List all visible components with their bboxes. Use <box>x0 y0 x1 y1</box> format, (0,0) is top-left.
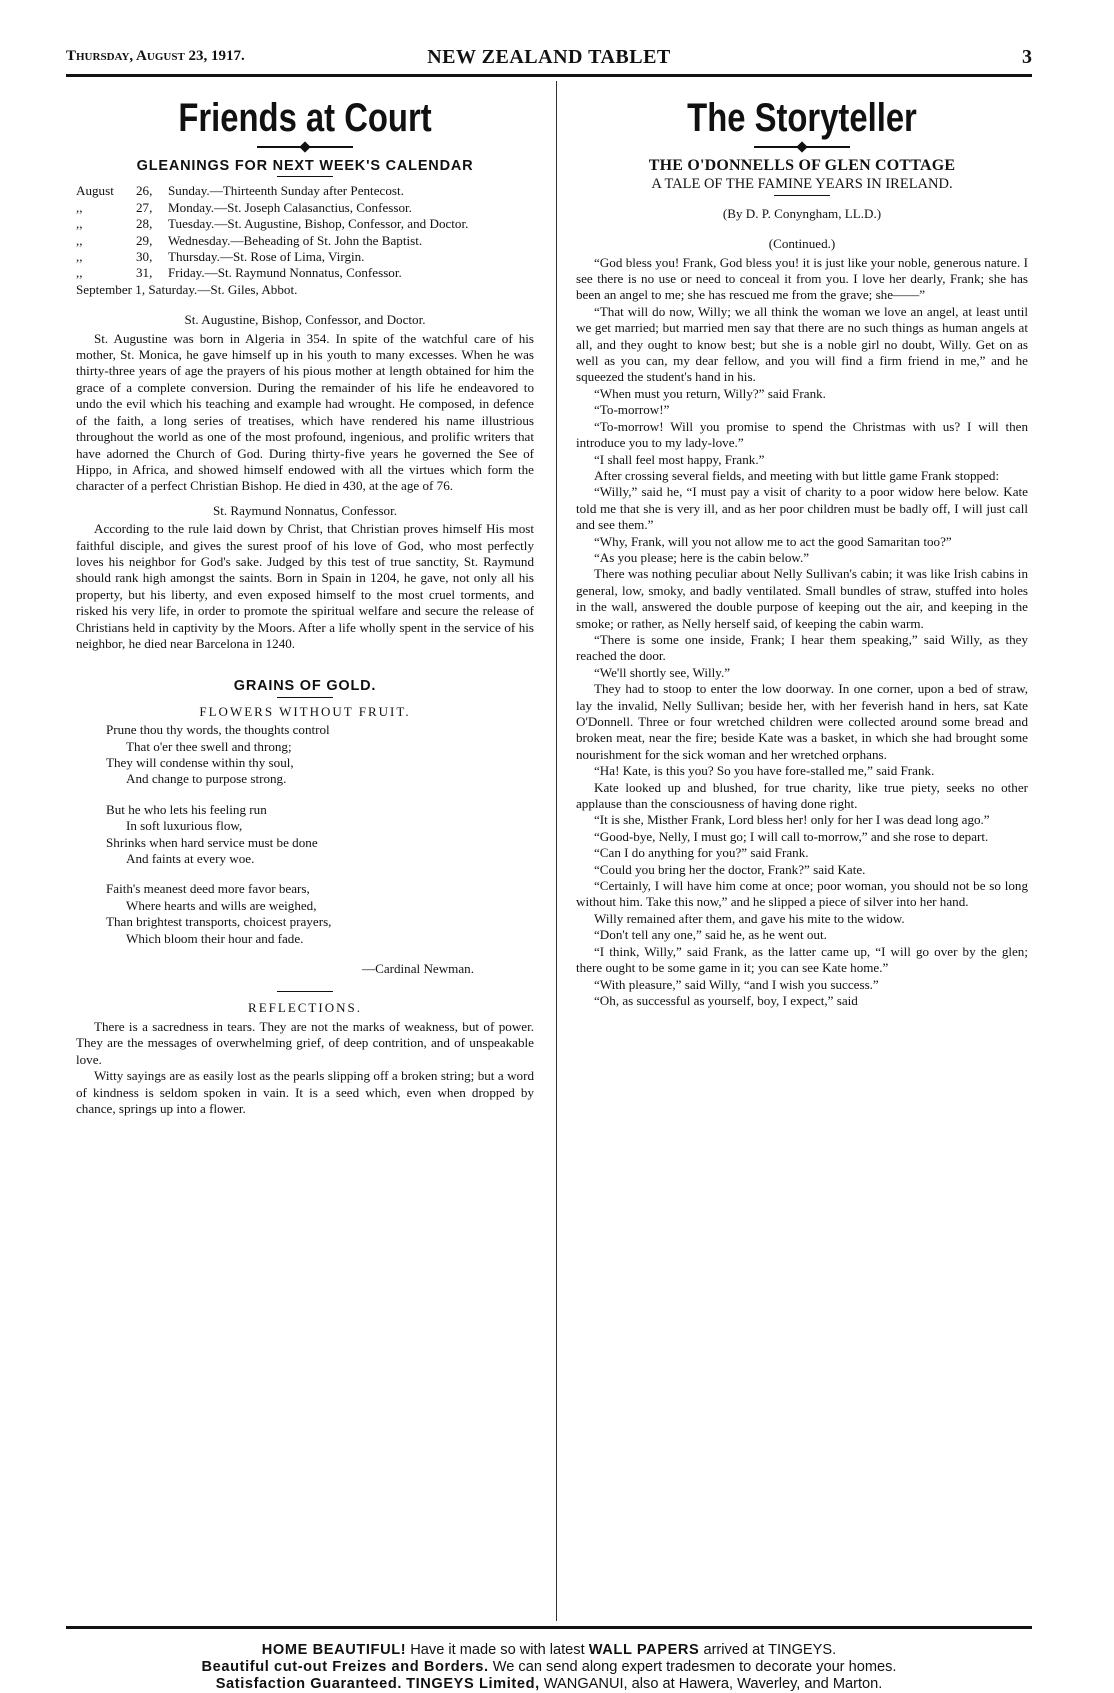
calendar-day: 26, <box>136 183 153 199</box>
story-paragraph: “Could you bring her the doctor, Frank?” said Kate. <box>594 861 866 877</box>
poem-line: And faints at every woe. <box>126 851 255 867</box>
story-paragraph: “That will do now, Willy; we all think the woman we love an angel, at least until we get married; but married men say that there are no such things as human angels at all, and they ought to know best; but she is a noble girl no doubt, Willy. Get on as well as you can, my dear fellow, and you will find a firm friend in me,” and he squeezed the student's hand in his. <box>576 303 1028 385</box>
grains-heading: GRAINS OF GOLD. <box>233 678 377 695</box>
calendar-entry <box>76 183 534 199</box>
poem-line: Shrinks when hard service must be done <box>106 834 318 850</box>
poem-line: Faith's meanest deed more favor bears, <box>106 881 310 897</box>
poem-line: Which bloom their hour and fade. <box>126 930 304 946</box>
poem-line: That o'er thee swell and throng; <box>126 738 292 754</box>
story-paragraph: “I shall feel most happy, Frank.” <box>594 451 765 467</box>
poem-line: Prune thou thy words, the thoughts control <box>106 722 330 738</box>
calendar-day: 29, <box>136 232 153 248</box>
calendar-day: 27, <box>136 199 153 215</box>
raymund-heading: St. Raymund Nonnatus, Confessor. <box>212 502 398 518</box>
ad-text: Have it made so with latest <box>410 1642 585 1658</box>
augustine-text: St. Augustine was born in Algeria in 354. In spite of the watchful care of his mother, St. Monica, he gave himself up in his youth to many excesses. When he was thirty-three years of age the prayers of his pious mother at length obtained for him the grace of a complete conversion. During the remainder of his life he endeavored to undo the evil which his teaching and example had wrought. He composed, in defence of the faith, a long series of treatises, which have rendered his name illustrious throughout the world as one of the most profound, ingenious, and prolific writers that have adorned the Church of God. During thirty-five years he governed the See of Hippo, in Africa, and showed himself endowed with all the virtues which form the character of a perfect Christian Bishop. He died in 430, at the age of 76. <box>76 330 534 494</box>
story-paragraph: “When must you return, Willy?” said Frank. <box>594 385 826 401</box>
left-column <box>76 96 534 1117</box>
calendar-text: Friday.—St. Raymund Nonnatus, Confessor. <box>168 265 402 281</box>
page-number: 3 <box>1022 46 1032 68</box>
short-rule <box>277 991 333 992</box>
story-paragraph: “To-morrow!” <box>594 402 670 418</box>
poem-stanza <box>106 802 534 868</box>
calendar-text: Tuesday.—St. Augustine, Bishop, Confessor, and Doctor. <box>168 216 469 232</box>
story-paragraph: “Good-bye, Nelly, I must go; I will call to-morrow,” and she rose to depart. <box>594 828 989 844</box>
section-title-storyteller: The Storyteller <box>687 96 917 140</box>
calendar-entry <box>76 216 534 232</box>
poem-line: And change to purpose strong. <box>126 771 287 787</box>
short-rule <box>774 195 830 196</box>
story-paragraph: “Oh, as successful as yourself, boy, I expect,” said <box>594 992 858 1008</box>
calendar-entry <box>76 233 534 249</box>
story-paragraph: “There is some one inside, Frank; I hear them speaking,” said Willy, as they reached the door. <box>576 631 1028 664</box>
calendar-month: ,, <box>76 232 83 248</box>
poem <box>76 722 534 947</box>
ad-wallpapers: WALL PAPERS <box>588 1642 700 1658</box>
section-title-friends-at-court: Friends at Court <box>178 96 432 140</box>
story-paragraph: “With pleasure,” said Willy, “and I wish you success.” <box>594 976 879 992</box>
advertisement <box>66 1642 1032 1693</box>
ad-text: We can send along expert tradesmen to decorate your homes. <box>492 1659 897 1675</box>
story-paragraph: Kate looked up and blushed, for true charity, like true piety, seeks no other applause than the consciousness of having done right. <box>576 779 1028 812</box>
story-body <box>576 255 1028 1010</box>
calendar-month: ,, <box>76 249 83 265</box>
ornament-divider <box>257 146 353 148</box>
ad-text: WANGANUI, also at Hawera, Waverley, and Marton. <box>543 1676 883 1692</box>
masthead-title: NEW ZEALAND TABLET <box>427 46 671 68</box>
calendar-entry <box>76 265 534 281</box>
reflection-paragraph: Witty sayings are as easily lost as the pearls slipping off a broken string; but a word of kindness is seldom spoken in vain. It is a seed which, even when dropped by chance, springs up into a flower. <box>76 1068 534 1116</box>
short-rule <box>277 176 333 177</box>
calendar-text: Wednesday.—Beheading of St. John the Baptist. <box>168 232 423 248</box>
story-paragraph: “Willy,” said he, “I must pay a visit of charity to a poor widow here below. Kate told me that she is very ill, and as her poor children must be badly off, I will just call and see them.” <box>576 484 1028 533</box>
ad-line-1 <box>66 1642 1032 1659</box>
calendar-list <box>76 183 534 281</box>
calendar-month: August <box>76 183 114 199</box>
story-paragraph: “Why, Frank, will you not allow me to act the good Samaritan too?” <box>594 533 952 549</box>
ad-text-bold: Beautiful cut-out Freizes and Borders. <box>201 1659 489 1675</box>
ad-line-2 <box>66 1659 1032 1676</box>
ad-headline: HOME BEAUTIFUL! <box>261 1642 407 1658</box>
calendar-text: Monday.—St. Joseph Calasanctius, Confessor. <box>168 199 412 215</box>
story-paragraph: “Can I do anything for you?” said Frank. <box>594 845 809 861</box>
short-rule <box>277 697 333 698</box>
calendar-day: 28, <box>136 216 153 232</box>
right-column <box>576 96 1028 1009</box>
story-paragraph: “God bless you! Frank, God bless you! it is just like your noble, generous nature. I see there is no use or need to conceal it from you. I love her dearly, Frank; she has been an angel to me; she has rescued me from the grave; she——” <box>576 254 1028 303</box>
ad-company: TINGEYS Limited, <box>406 1676 540 1692</box>
calendar-day: 30, <box>136 249 153 265</box>
story-paragraph: Willy remained after them, and gave his mite to the widow. <box>594 910 905 926</box>
story-paragraph: “Ha! Kate, is this you? So you have fore-stalled me,” said Frank. <box>594 763 935 779</box>
poem-line: In soft luxurious flow, <box>126 818 243 834</box>
story-paragraph: “To-morrow! Will you promise to spend the Christmas with us? I will then introduce you to my lady-love.” <box>576 418 1028 451</box>
calendar-day: 31, <box>136 265 153 281</box>
poem-stanza <box>106 722 534 788</box>
story-paragraph: “It is she, Misther Frank, Lord bless her! only for her I was dead long ago.” <box>594 812 990 828</box>
reflection-paragraph: There is a sacredness in tears. They are not the marks of weakness, but of power. They are the messages of overwhelming grief, of deep contrition, and of unspeakable love. <box>76 1018 534 1067</box>
poem-line: But he who lets his feeling run <box>106 801 267 817</box>
header-rule <box>66 74 1032 77</box>
calendar-last-entry: September 1, Saturday.—St. Giles, Abbot. <box>76 281 298 297</box>
story-paragraph: “Certainly, I will have him come at once; poor woman, you should not be so long without him. Take this now,” and he slipped a piece of silver into her hand. <box>576 878 1028 910</box>
calendar-entry <box>76 249 534 265</box>
ornament-divider <box>754 146 850 148</box>
poem-line: Where hearts and wills are weighed, <box>126 897 317 913</box>
calendar-month: ,, <box>76 265 83 281</box>
calendar-text: Thursday.—St. Rose of Lima, Virgin. <box>168 249 365 265</box>
story-byline: (By D. P. Conyngham, LL.D.) <box>722 205 882 221</box>
continued-label: (Continued.) <box>768 236 836 252</box>
issue-date: Thursday, August 23, 1917. <box>66 48 245 64</box>
story-paragraph: They had to stoop to enter the low doorway. In one corner, upon a bed of straw, lay the invalid, Nelly Sullivan; beside her, with her feverish hand in hers, sat Kate O'Donnell. Three or four wretched children were collected around some bread and broken meat, near the fire; beside Kate was a basket, in which she had brought some nourishment for the sick woman and her wretched orphans. <box>576 681 1028 762</box>
column-divider <box>556 81 557 1621</box>
raymund-text: According to the rule laid down by Christ, that Christian proves himself His most faithful disciple, and gives the surest proof of his love of God, who most perfectly loves his neighbor for God's sake. Judged by this test of true sanctity, St. Raymund should rank high amongst the saints. Born in Spain in 1204, he gave, not only all his property, but his liberty, and even exposed himself to the most cruel torments, and risked his very life, in order to promote the spiritual welfare and secure the release of Christians held in captivity by the Moors. After a life wholly spent in the service of his neighbor, he died near Barcelona in 1240. <box>76 521 534 651</box>
story-paragraph: “I think, Willy,” said Frank, as the latter came up, “I will go over by the glen; there ought to be some game in it; you can see Kate home.” <box>576 943 1028 976</box>
story-subtitle: A TALE OF THE FAMINE YEARS IN IRELAND. <box>651 176 953 193</box>
calendar-month: ,, <box>76 216 83 232</box>
poem-stanza <box>106 881 534 947</box>
poem-author: —Cardinal Newman. <box>362 961 474 977</box>
ad-top-rule <box>66 1626 1032 1629</box>
calendar-entry <box>76 200 534 216</box>
page-header <box>66 46 1032 70</box>
story-paragraph: “We'll shortly see, Willy.” <box>594 664 731 680</box>
story-paragraph: “As you please; here is the cabin below.” <box>594 549 810 565</box>
story-paragraph: “Don't tell any one,” said he, as he went out. <box>594 927 827 943</box>
story-title: THE O'DONNELLS OF GLEN COTTAGE <box>648 157 956 174</box>
ad-text-bold: Satisfaction Guaranteed. <box>215 1676 403 1692</box>
calendar-heading: GLEANINGS FOR NEXT WEEK'S CALENDAR <box>136 158 474 174</box>
story-paragraph: After crossing several fields, and meeting with but little game Frank stopped: <box>594 467 1000 483</box>
ad-text: arrived at TINGEYS. <box>703 1642 837 1658</box>
poem-title: FLOWERS WITHOUT FRUIT. <box>199 703 411 719</box>
ad-line-3 <box>66 1676 1032 1693</box>
poem-line: They will condense within thy soul, <box>106 755 294 770</box>
poem-line: Than brightest transports, choicest prayers, <box>106 914 332 930</box>
reflections-heading: REFLECTIONS. <box>248 1000 362 1016</box>
calendar-month: ,, <box>76 199 83 215</box>
augustine-heading: St. Augustine, Bishop, Confessor, and Doctor. <box>184 312 426 328</box>
story-paragraph: There was nothing peculiar about Nelly Sullivan's cabin; it was like Irish cabins in general, low, smoky, and badly ventilated. Small bundles of straw, stuffed into holes in the wall, answered the double purpose of keeping out the air, and keeping in the smoke; or rather, as Nelly herself said, of keeping the cabin warm. <box>576 566 1028 631</box>
calendar-text: Sunday.—Thirteenth Sunday after Pentecost. <box>168 183 404 199</box>
